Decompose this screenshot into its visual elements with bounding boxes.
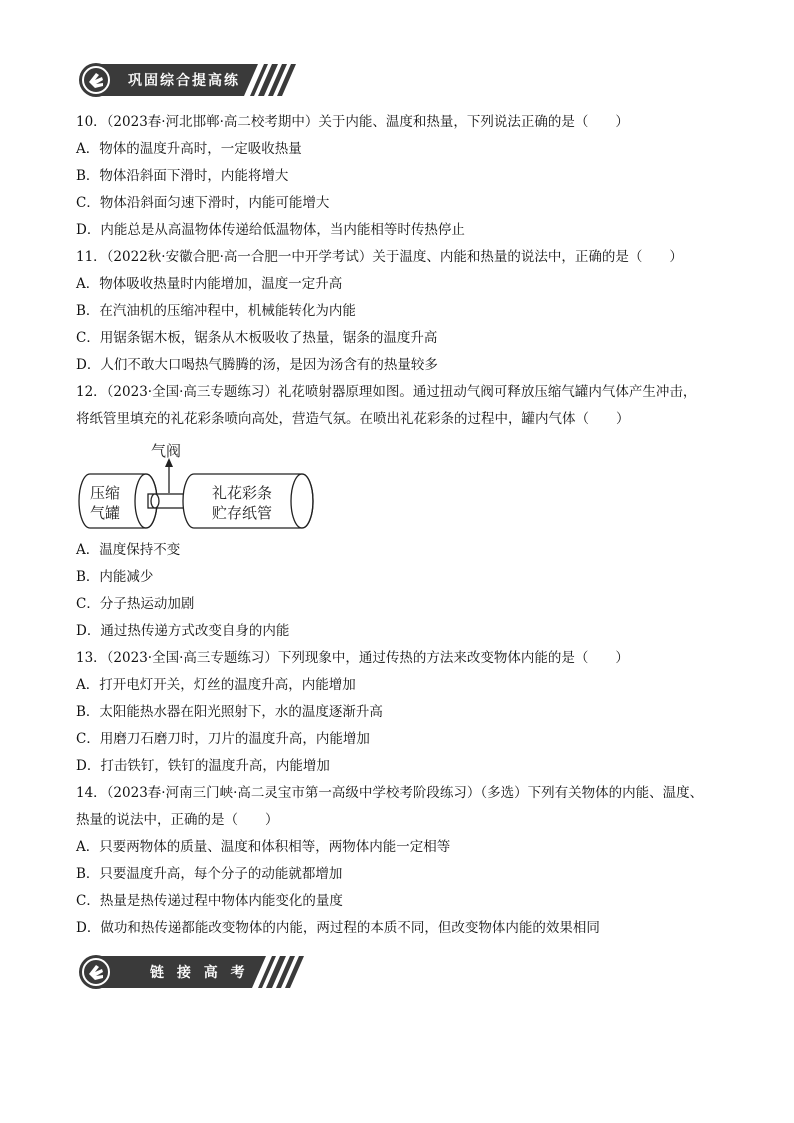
section-title: 巩固综合提高练 — [128, 73, 240, 89]
option-12-b: B．内能减少 — [76, 569, 154, 585]
option-13-a: A．打开电灯开关，灯丝的温度升高，内能增加 — [76, 677, 356, 693]
option-10-a: A．物体的温度升高时，一定吸收热量 — [76, 141, 302, 157]
option-12-c: C．分子热运动加剧 — [76, 596, 195, 612]
option-12-d: D．通过热传递方式改变自身的内能 — [76, 623, 290, 639]
option-10-c: C．物体沿斜面匀速下滑时，内能可能增大 — [76, 195, 330, 211]
option-14-a: A．只要两物体的质量、温度和体积相等，两物体内能一定相等 — [76, 839, 451, 855]
option-14-c: C．热量是热传递过程中物体内能变化的量度 — [76, 893, 343, 909]
tank-label-line2: 气罐 — [90, 504, 121, 522]
section-banner-consolidate — [78, 62, 300, 98]
option-13-b: B．太阳能热水器在阳光照射下，水的温度逐渐升高 — [76, 704, 383, 720]
tube-label-line1: 礼花彩条 — [212, 484, 273, 502]
option-13-d: D．打击铁钉，铁钉的温度升高，内能增加 — [76, 758, 330, 774]
question-14-stem: 14．（2023春·河南三门峡·高二灵宝市第一高级中学校考阶段练习）（多选）下列有关物体的内能、温度、 — [76, 785, 704, 801]
question-11-stem: 11．（2022秋·安徽合肥·高一合肥一中开学考试）关于温度、内能和热量的说法中，正确的是（ ） — [76, 249, 683, 265]
option-10-d: D．内能总是从高温物体传递给低温物体，当内能相等时传热停止 — [76, 222, 465, 238]
option-13-c: C．用磨刀石磨刀时，刀片的温度升高，内能增加 — [76, 731, 370, 747]
question-13-stem: 13．（2023·全国·高三专题练习）下列现象中，通过传热的方法来改变物体内能的是（ ） — [76, 650, 629, 666]
option-11-d: D．人们不敢大口喝热气腾腾的汤，是因为汤含有的热量较多 — [76, 357, 438, 373]
question-12-stem-cont: 将纸管里填充的礼花彩条喷向高处，营造气氛。在喷出礼花彩条的过程中，罐内气体（ ） — [76, 411, 630, 427]
valve-label: 气阀 — [151, 442, 182, 460]
question-10-stem: 10．（2023春·河北邯郸·高二校考期中）关于内能、温度和热量，下列说法正确的是（ ） — [76, 114, 629, 130]
section-title: 链 接 高 考 — [150, 965, 249, 981]
option-14-d: D．做功和热传递都能改变物体的内能，两过程的本质不同，但改变物体内能的效果相同 — [76, 920, 600, 936]
option-11-a: A．物体吸收热量时内能增加，温度一定升高 — [76, 276, 343, 292]
option-11-b: B．在汽油机的压缩冲程中，机械能转化为内能 — [76, 303, 356, 319]
question-12-stem: 12．（2023·全国·高三专题练习）礼花喷射器原理如图。通过扭动气阀可释放压缩气罐内气体产生冲击， — [76, 384, 697, 400]
section-banner-gaokao — [78, 954, 308, 990]
tank-label-line1: 压缩 — [90, 484, 121, 502]
option-10-b: B．物体沿斜面下滑时，内能将增大 — [76, 168, 289, 184]
option-14-b: B．只要温度升高，每个分子的动能就都增加 — [76, 866, 343, 882]
tube-label-line2: 贮存纸管 — [212, 504, 273, 522]
option-12-a: A．温度保持不变 — [76, 542, 181, 558]
question-14-stem-cont: 热量的说法中，正确的是（ ） — [76, 812, 279, 828]
option-11-c: C．用锯条锯木板，锯条从木板吸收了热量，锯条的温度升高 — [76, 330, 438, 346]
